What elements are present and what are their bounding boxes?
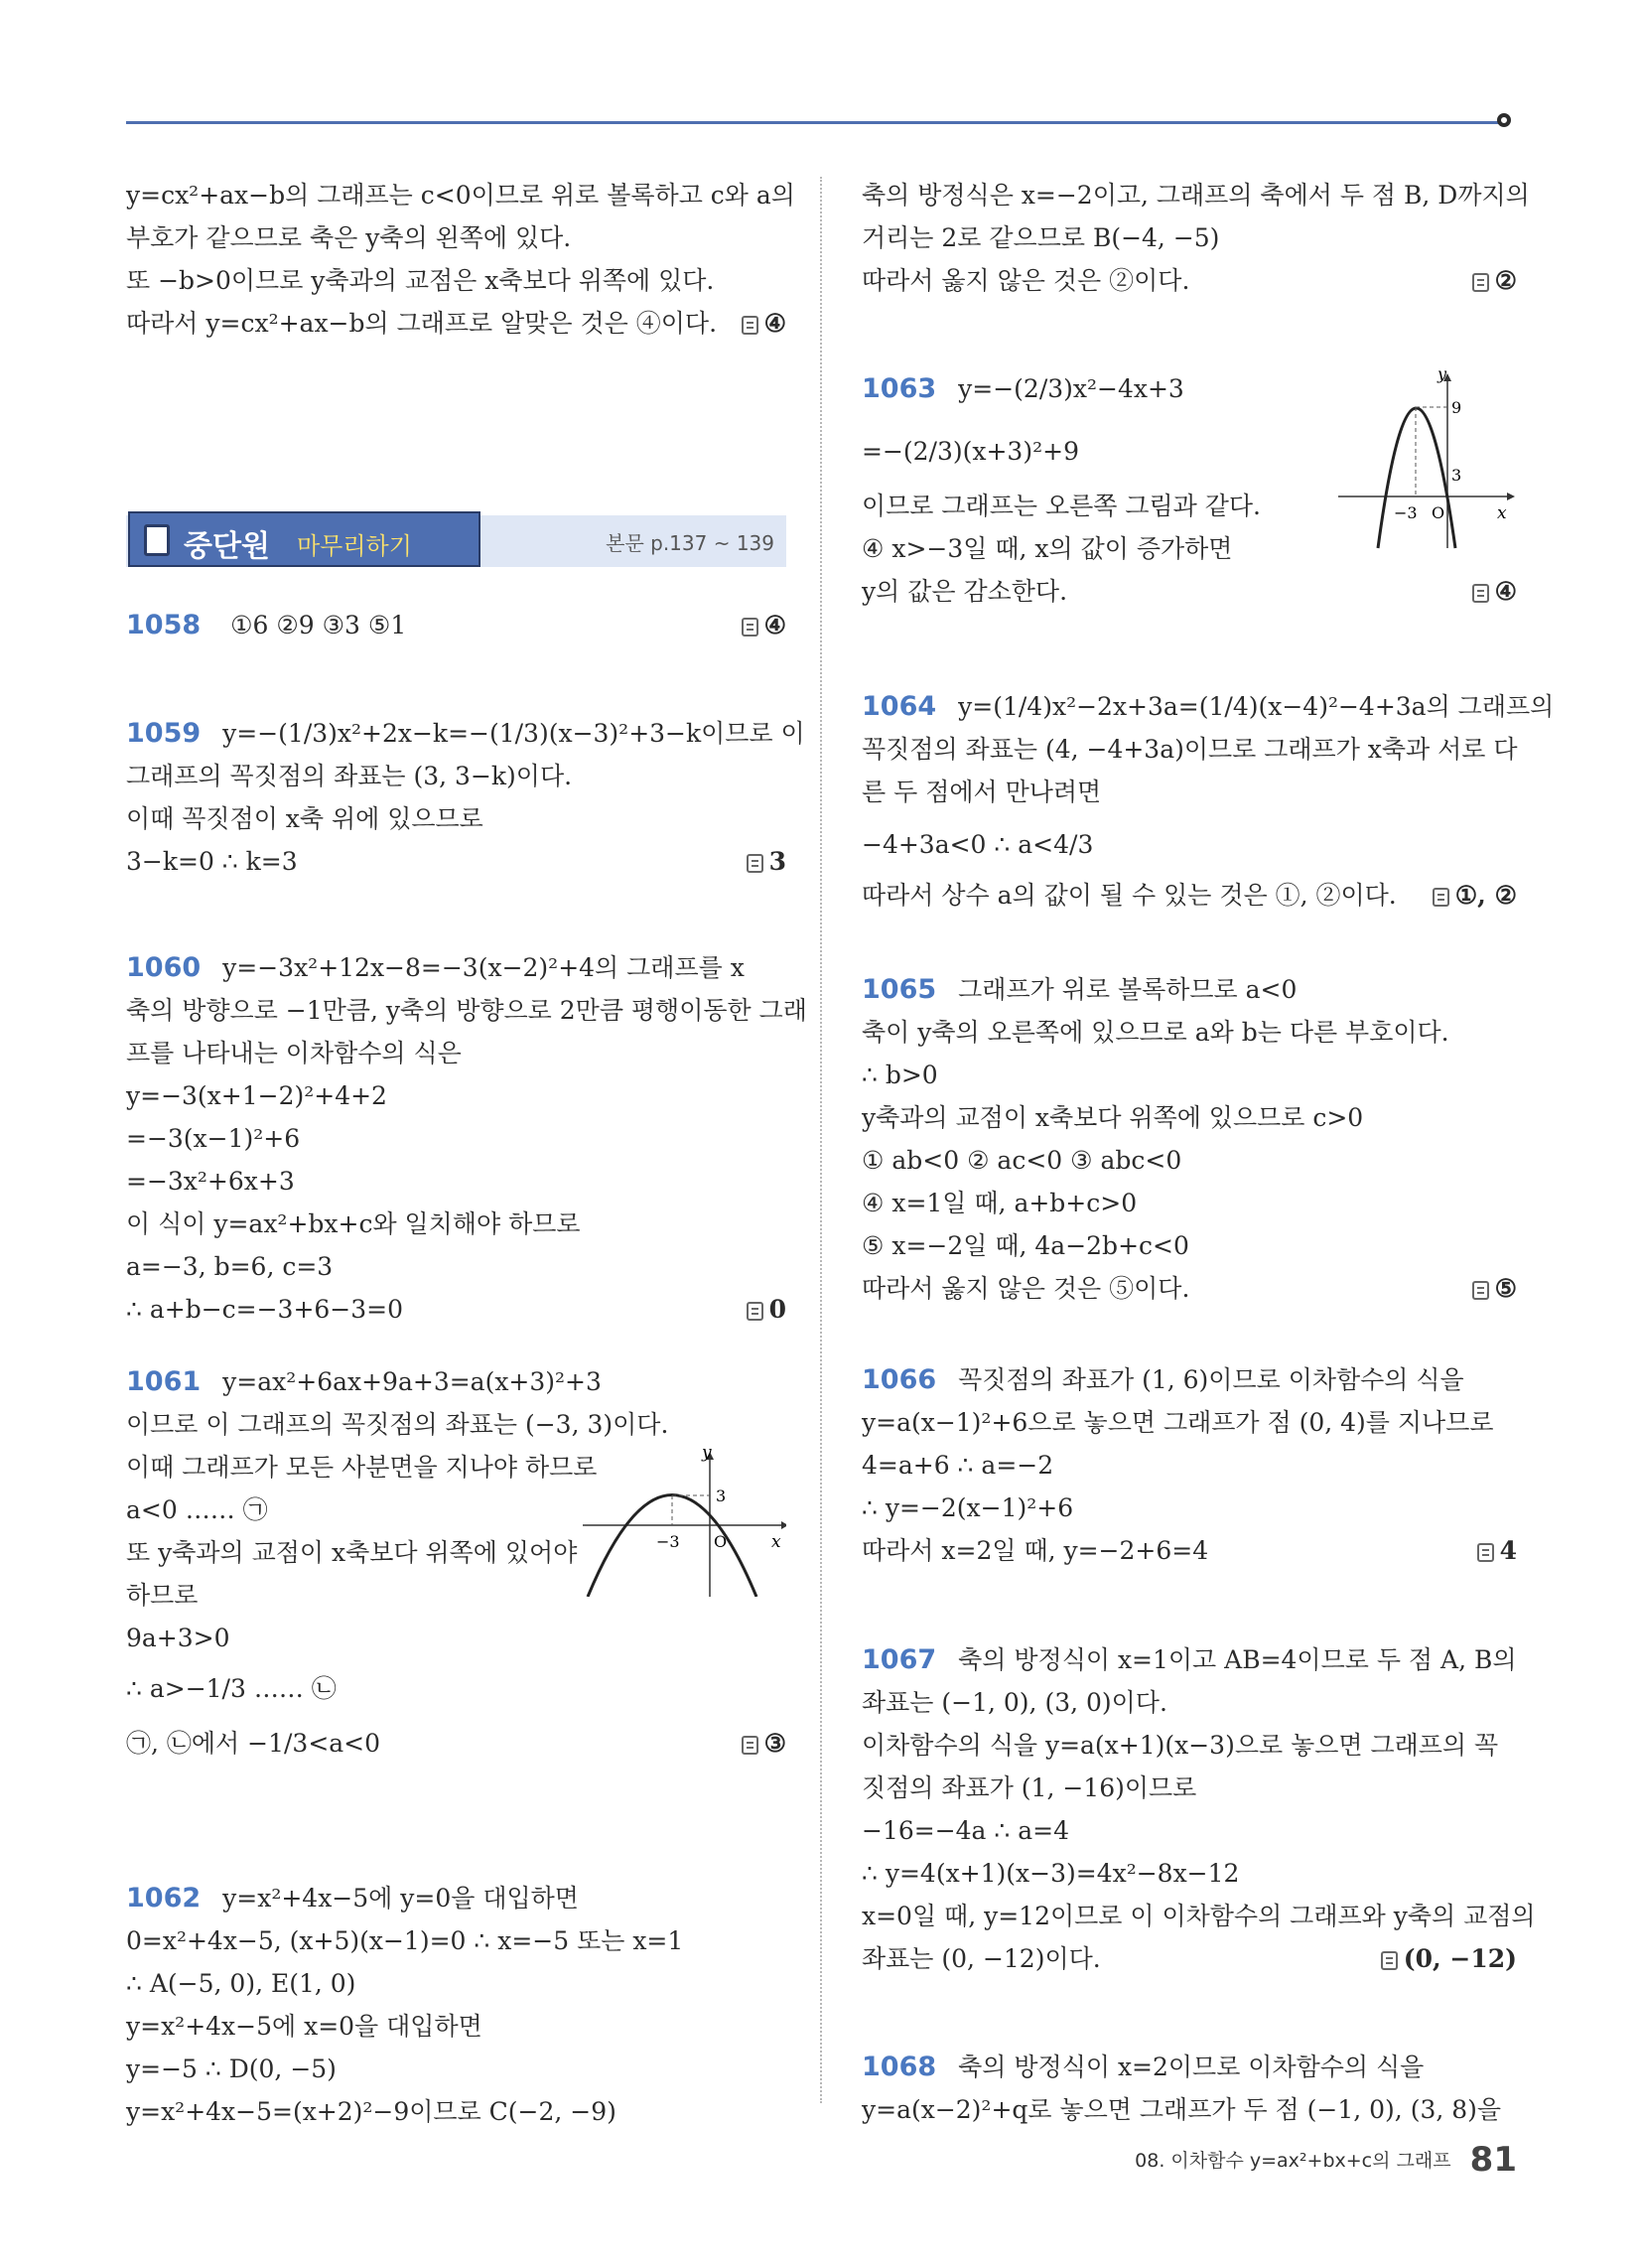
text-line: 하므로: [126, 1581, 199, 1610]
answer-icon: [747, 854, 763, 873]
text-line: 이차함수의 식을 y=a(x+1)(x−3)으로 놓으면 그래프의 꼭: [862, 1731, 1499, 1760]
text-line: 그래프의 꼭짓점의 좌표는 (3, 3−k)이다.: [126, 762, 573, 790]
problem-1058: [126, 604, 786, 646]
text-line: ∴ y=−2(x−1)²+6: [862, 1493, 1074, 1522]
text-line: 꼭짓점의 좌표가 (1, 6)이므로 이차함수의 식을: [958, 1365, 1464, 1394]
text-line: y=(1/4)x²−2x+3a=(1/4)(x−4)²−4+3a의 그래프의: [958, 692, 1555, 721]
text-line: y=−(1/3)x²+2x−k=−(1/3)(x−3)²+3−k이므로 이: [222, 719, 805, 748]
problem-1067: [862, 1638, 1536, 1980]
text-line: y=x²+4x−5=(x+2)²−9이므로 C(−2, −9): [126, 2097, 616, 2126]
text-line: ① ab<0 ② ac<0 ③ abc<0: [862, 1146, 1182, 1175]
text-line: y=−(2/3)x²−4x+3: [958, 374, 1184, 403]
answer-icon: [1472, 273, 1489, 292]
text-line: 부호가 같으므로 축은 y축의 왼쪽에 있다.: [126, 223, 572, 252]
top-rule: [126, 121, 1506, 124]
problem-1066: [862, 1358, 1517, 1572]
text-line: y=a(x−2)²+q로 놓으면 그래프가 두 점 (−1, 0), (3, 8)을: [862, 2095, 1502, 2124]
answer-mark: ④: [742, 302, 786, 345]
problem-1064: [862, 685, 1555, 917]
text-line: 따라서 y=cx²+ax−b의 그래프로 알맞은 것은 ④이다.: [126, 309, 718, 338]
left-intro: [126, 174, 795, 345]
text-line: y=ax²+6ax+9a+3=a(x+3)²+3: [222, 1367, 602, 1396]
text-line: 축의 방정식이 x=2이므로 이차함수의 식을: [958, 2053, 1425, 2081]
text-line: =−3(x−1)²+6: [126, 1124, 301, 1153]
text-line: 3−k=0 ∴ k=3: [126, 847, 298, 876]
section-pages: 본문 p.137 ~ 139: [606, 531, 774, 555]
section-subtitle: 마무리하기: [297, 532, 412, 560]
text-line: −4+3a<0 ∴ a<4/3: [862, 830, 1094, 859]
graph-1063: [1338, 367, 1517, 551]
answer-icon: [742, 316, 758, 335]
text-line: 좌표는 (0, −12)이다.: [862, 1944, 1101, 1973]
text-line: 이 식이 y=ax²+bx+c와 일치해야 하므로: [126, 1209, 581, 1238]
text-line: ∴ y=4(x+1)(x−3)=4x²−8x−12: [862, 1859, 1240, 1888]
text-line: 이때 그래프가 모든 사분면을 지나야 하므로: [126, 1453, 598, 1482]
text-line: 또 y축과의 교점이 x축보다 위쪽에 있어야: [126, 1538, 578, 1567]
parabola: [1378, 408, 1455, 548]
answer-mark: (0, −12): [1381, 1937, 1517, 1980]
column-divider: [820, 177, 822, 2103]
vertex-x-label: −3: [1394, 503, 1418, 522]
text-line: 축의 방정식이 x=1이고 AB=4이므로 두 점 A, B의: [958, 1645, 1517, 1674]
problem-number: 1058: [126, 610, 202, 640]
text-line: 른 두 점에서 만나려면: [862, 778, 1102, 806]
y-label: y: [702, 1448, 712, 1463]
problem-number: 1060: [126, 952, 202, 983]
answer-mark: ④: [742, 604, 786, 646]
text-line: y=−3x²+12x−8=−3(x−2)²+4의 그래프를 x: [222, 953, 745, 982]
text-line: 이때 꼭짓점이 x축 위에 있으므로: [126, 804, 483, 833]
section-title: 중단원: [184, 529, 270, 564]
text-line: 축의 방향으로 −1만큼, y축의 방향으로 2만큼 평행이동한 그래: [126, 996, 807, 1025]
answer-mark: ③: [742, 1722, 786, 1765]
text-line: 따라서 옳지 않은 것은 ⑤이다.: [862, 1274, 1190, 1303]
problem-number: 1064: [862, 691, 937, 722]
answer-mark: 3: [747, 840, 786, 883]
answer-icon: [1477, 1543, 1494, 1562]
problem-1060: [126, 946, 807, 1331]
text-line: y의 값은 감소한다.: [862, 577, 1068, 606]
answer-mark: ②: [1472, 259, 1517, 302]
answer-mark: 4: [1477, 1529, 1517, 1572]
answer-icon: [742, 1736, 758, 1755]
x-axis-arrow: [781, 1521, 786, 1529]
problem-text: ①6 ②9 ③3 ⑤1: [230, 611, 407, 639]
text-line: 9a+3>0: [126, 1624, 230, 1652]
text-line: 따라서 상수 a의 값이 될 수 있는 것은 ①, ②이다.: [862, 881, 1397, 910]
problem-number: 1061: [126, 1366, 202, 1397]
text-line: y축과의 교점이 x축보다 위쪽에 있으므로 c>0: [862, 1103, 1364, 1132]
answer-icon: [1381, 1951, 1398, 1970]
text-line: ㉠, ㉡에서 −1/3<a<0: [126, 1729, 381, 1758]
text-line: 이므로 이 그래프의 꼭짓점의 좌표는 (−3, 3)이다.: [126, 1410, 669, 1439]
problem-1068: [862, 2046, 1517, 2131]
vertex-x-label: −3: [656, 1532, 680, 1551]
text-line: 이므로 그래프는 오른쪽 그림과 같다.: [862, 492, 1261, 520]
text-line: =−3x²+6x+3: [126, 1167, 295, 1196]
text-line: =−(2/3)(x+3)²+9: [862, 437, 1079, 466]
answer-icon: [1472, 1281, 1489, 1300]
answer-mark: ④: [1472, 570, 1517, 613]
answer-icon: [747, 1302, 763, 1321]
text-line: 짓점의 좌표가 (1, −16)이므로: [862, 1773, 1197, 1802]
text-line: 축의 방정식은 x=−2이고, 그래프의 축에서 두 점 B, D까지의: [862, 181, 1530, 210]
text-line: ∴ a>−1/3 …… ㉡: [126, 1674, 337, 1703]
problem-1061: [126, 1360, 786, 1765]
text-line: 축이 y축의 오른쪽에 있으므로 a와 b는 다른 부호이다.: [862, 1018, 1449, 1047]
problem-1063: [862, 367, 1517, 613]
text-line: −16=−4a ∴ a=4: [862, 1816, 1070, 1845]
text-line: y=−3(x+1−2)²+4+2: [126, 1081, 387, 1110]
text-line: 또 −b>0이므로 y축과의 교점은 x축보다 위쪽에 있다.: [126, 266, 715, 295]
page-number: 81: [1469, 2140, 1517, 2180]
banner-box: [128, 511, 480, 567]
text-line: ∴ A(−5, 0), E(1, 0): [126, 1969, 356, 1998]
problem-1062: [126, 1877, 786, 2133]
section-banner: [126, 511, 786, 571]
origin-label: O: [714, 1532, 728, 1551]
page-footer: [1135, 2140, 1517, 2180]
problem-1065: [862, 968, 1517, 1310]
problem-1059: [126, 712, 805, 883]
answer-icon: [1472, 584, 1489, 603]
text-line: 프를 나타내는 이차함수의 식은: [126, 1039, 462, 1067]
answer-icon: [1433, 888, 1449, 907]
y-label: y: [1437, 367, 1447, 383]
vertex-y-label: 3: [716, 1487, 727, 1505]
answer-mark: ①, ②: [1433, 874, 1517, 917]
text-line: ∴ a+b−c=−3+6−3=0: [126, 1295, 404, 1324]
text-line: 거리는 2로 같으므로 B(−4, −5): [862, 223, 1220, 252]
right-intro: [862, 174, 1530, 302]
x-axis-arrow: [1507, 493, 1515, 500]
text-line: 따라서 x=2일 때, y=−2+6=4: [862, 1536, 1209, 1565]
text-line: 따라서 옳지 않은 것은 ②이다.: [862, 266, 1190, 295]
y-intercept-label: 3: [1451, 466, 1462, 485]
text-line: 0=x²+4x−5, (x+5)(x−1)=0 ∴ x=−5 또는 x=1: [126, 1926, 684, 1955]
problem-number: 1065: [862, 974, 937, 1005]
answer-icon: [742, 618, 758, 637]
vertex-y-label: 9: [1451, 398, 1462, 417]
top-rule-dot: [1497, 113, 1511, 127]
origin-label: O: [1432, 503, 1445, 522]
problem-number: 1068: [862, 2052, 937, 2082]
answer-mark: 0: [747, 1288, 786, 1331]
text-line: [126, 302, 786, 345]
text-line: ∴ b>0: [862, 1061, 938, 1089]
text-line: 4=a+6 ∴ a=−2: [862, 1451, 1054, 1480]
problem-number: 1059: [126, 718, 202, 749]
x-label: x: [771, 1532, 781, 1552]
x-label: x: [1497, 503, 1507, 523]
text-line: y=cx²+ax−b의 그래프는 c<0이므로 위로 볼록하고 c와 a의: [126, 181, 795, 210]
text-line: ④ x>−3일 때, x의 값이 증가하면: [862, 534, 1233, 563]
problem-number: 1063: [862, 373, 937, 404]
text-line: y=−5 ∴ D(0, −5): [126, 2055, 337, 2083]
problem-number: 1062: [126, 1883, 202, 1914]
problem-number: 1066: [862, 1364, 937, 1395]
text-line: 좌표는 (−1, 0), (3, 0)이다.: [862, 1688, 1167, 1717]
text-line: a<0 …… ㉠: [126, 1495, 268, 1524]
text-line: y=a(x−1)²+6으로 놓으면 그래프가 점 (0, 4)를 지나므로: [862, 1408, 1494, 1437]
text-line: ④ x=1일 때, a+b+c>0: [862, 1189, 1138, 1217]
problem-number: 1067: [862, 1644, 937, 1675]
text-line: 그래프가 위로 볼록하므로 a<0: [958, 975, 1298, 1004]
text-line: ⑤ x=−2일 때, 4a−2b+c<0: [862, 1231, 1189, 1260]
answer-mark: ⑤: [1472, 1267, 1517, 1310]
graph-1061: [583, 1448, 786, 1597]
chapter-label: 08. 이차함수 y=ax²+bx+c의 그래프: [1135, 2150, 1451, 2172]
book-icon: [144, 524, 170, 556]
text-line: y=x²+4x−5에 y=0을 대입하면: [222, 1884, 579, 1913]
text-line: x=0일 때, y=12이므로 이 이차함수의 그래프와 y축의 교점의: [862, 1902, 1536, 1930]
text-line: y=x²+4x−5에 x=0을 대입하면: [126, 2012, 482, 2041]
text-line: a=−3, b=6, c=3: [126, 1252, 334, 1281]
text-line: 꼭짓점의 좌표는 (4, −4+3a)이므로 그래프가 x축과 서로 다: [862, 735, 1518, 764]
